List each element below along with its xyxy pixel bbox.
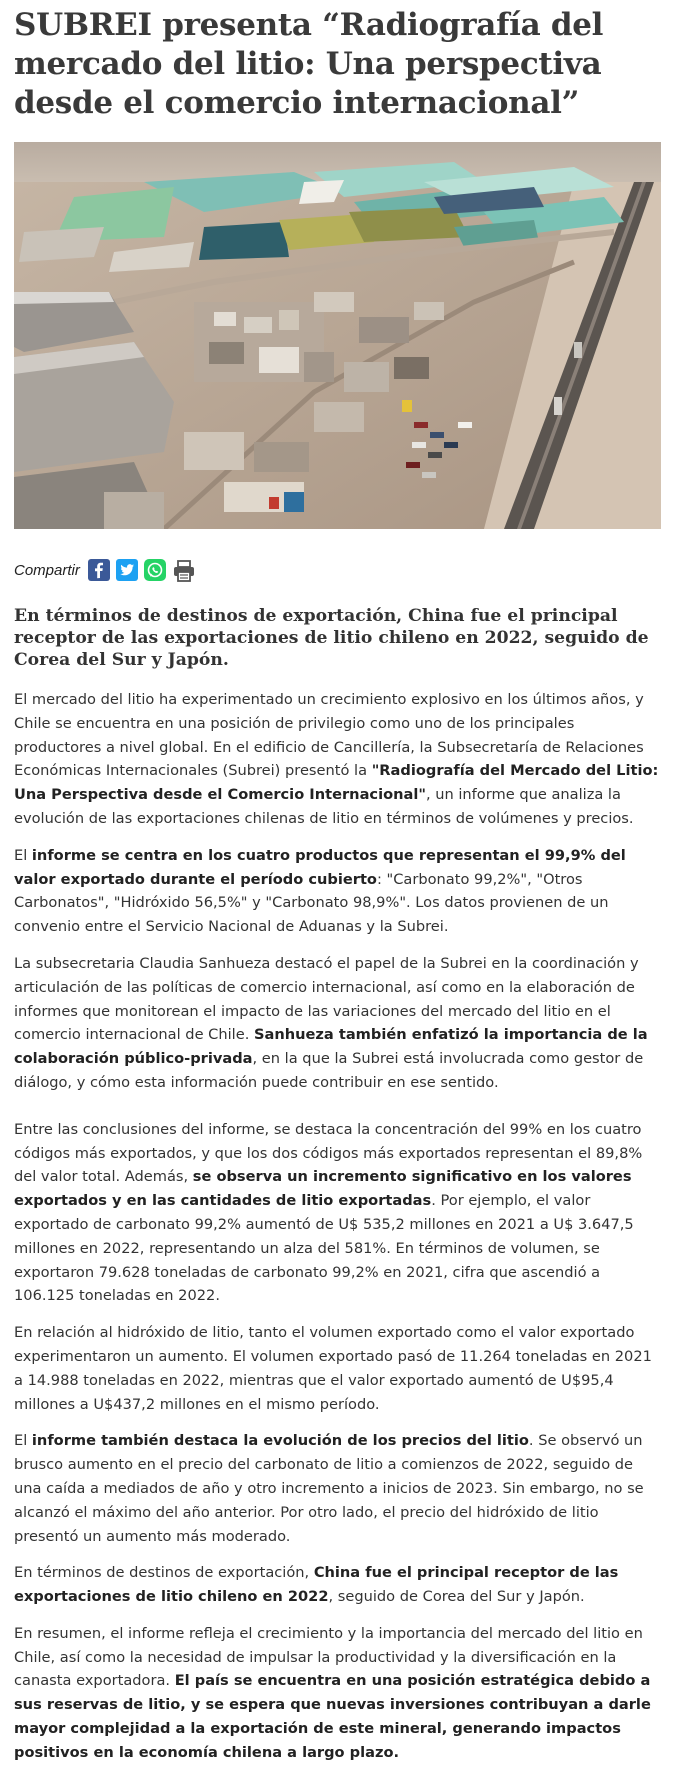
article: [14, 0, 661, 1761]
share-label: Compartir: [14, 561, 80, 579]
paragraph-3: La subsecretaria Claudia Sanhueza destacó el papel de la Subrei en la coordinación y articulación de las políticas de comercio internacional, así como en la elaboración de informes que monitorean el impacto de las variaciones del mercado del litio en el comercio internacional de Chile. Sanhueza también enfatizó la importancia de la colaboración público-privada, en la que la Subrei está involucrada como gestor de diálogo, y cómo esta información puede contribuir en ese sentido.: [14, 954, 648, 1091]
print-icon[interactable]: [172, 559, 194, 581]
paragraph-8: En resumen, el informe refleja el crecimiento y la importancia del mercado del litio en Chile, así como la necesidad de impulsar la productividad y la diversificación en la canasta exportadora. El país se encuentra en una posición estratégica debido a sus reservas de litio, y se espera que nuevas inversiones contribuyan a darle mayor complejidad a la exportación de este mineral, generando impactos positivos en la economía chilena a largo plazo.: [14, 1624, 651, 1761]
paragraph-2: El informe se centra en los cuatro productos que representan el 99,9% del valor exportado durante el período cubierto: "Carbonato 99,2%", "Otros Carbonatos", "Hidróxido 56,5%" y "Carbonato 98,9%". Los datos provienen de un convenio entre el Servicio Nacional de Aduanas y la Subrei.: [14, 846, 626, 936]
share-bar: [14, 556, 200, 584]
paragraph-5: En relación al hidróxido de litio, tanto el volumen exportado como el valor exportado experimentaron un aumento. El volumen exportado pasó de 11.264 toneladas en 2021 a 14.988 toneladas en 2022, mientras que el valor exportado aumentó de U$95,4 millones a U$437,2 millones en el mismo período.: [14, 1324, 652, 1413]
hero-image: [14, 142, 661, 529]
paragraph-6: El informe también destaca la evolución de los precios del litio. Se observó un brusco aumento en el precio del carbonato de litio a comienzos de 2022, seguido de una caída a mediados de año y otro incremento a inicios de 2023. Sin embargo, no se alcanzó el máximo del año anterior. Por otro lado, el precio del hidróxido de litio presentó un aumento más moderado.: [14, 1432, 644, 1545]
lithium-plant-aerial-photo: [14, 142, 661, 529]
article-lead: En términos de destinos de exportación, China fue el principal receptor de las exportaciones de litio chileno en 2022, seguido de Corea del Sur y Japón.: [14, 606, 649, 670]
facebook-icon[interactable]: [88, 559, 110, 581]
paragraph-7: En términos de destinos de exportación, China fue el principal receptor de las exportaciones de litio chileno en 2022, seguido de Corea del Sur y Japón.: [14, 1564, 619, 1606]
whatsapp-icon[interactable]: [144, 559, 166, 581]
paragraph-4: Entre las conclusiones del informe, se destaca la concentración del 99% en los cuatro códigos más exportados, y que los dos códigos más exportados representan el 89,8% del valor total. Además, se observa un incremento significativo en los valores exportados y en las cantidades de litio exportadas. Por ejemplo, el valor exportado de carbonato 99,2% aumentó de U$ 535,2 millones en 2021 a U$ 3.647,5 millones en 2022, representando un alza del 581%. En términos de volumen, se exportaron 79.628 toneladas de carbonato 99,2% en 2021, cifra que ascendió a 106.125 toneladas en 2022.: [14, 1120, 643, 1305]
twitter-icon[interactable]: [116, 559, 138, 581]
paragraph-1: El mercado del litio ha experimentado un crecimiento explosivo en los últimos años, y Chile se encuentra en una posición de privilegio como uno de los principales productores a nivel global. En el edificio de Cancillería, la Subsecretaría de Relaciones Económicas Internacionales (Subrei) presentó la "Radiografía del Mercado del Litio: Una Perspectiva desde el Comercio Internacional", un informe que analiza la evolución de las exportaciones chilenas de litio en términos de volúmenes y precios.: [14, 691, 659, 827]
article-body: [14, 688, 661, 1778]
article-title: SUBREI presenta “Radiografía del mercado del litio: Una perspectiva desde el comercio internacional”: [14, 7, 604, 121]
